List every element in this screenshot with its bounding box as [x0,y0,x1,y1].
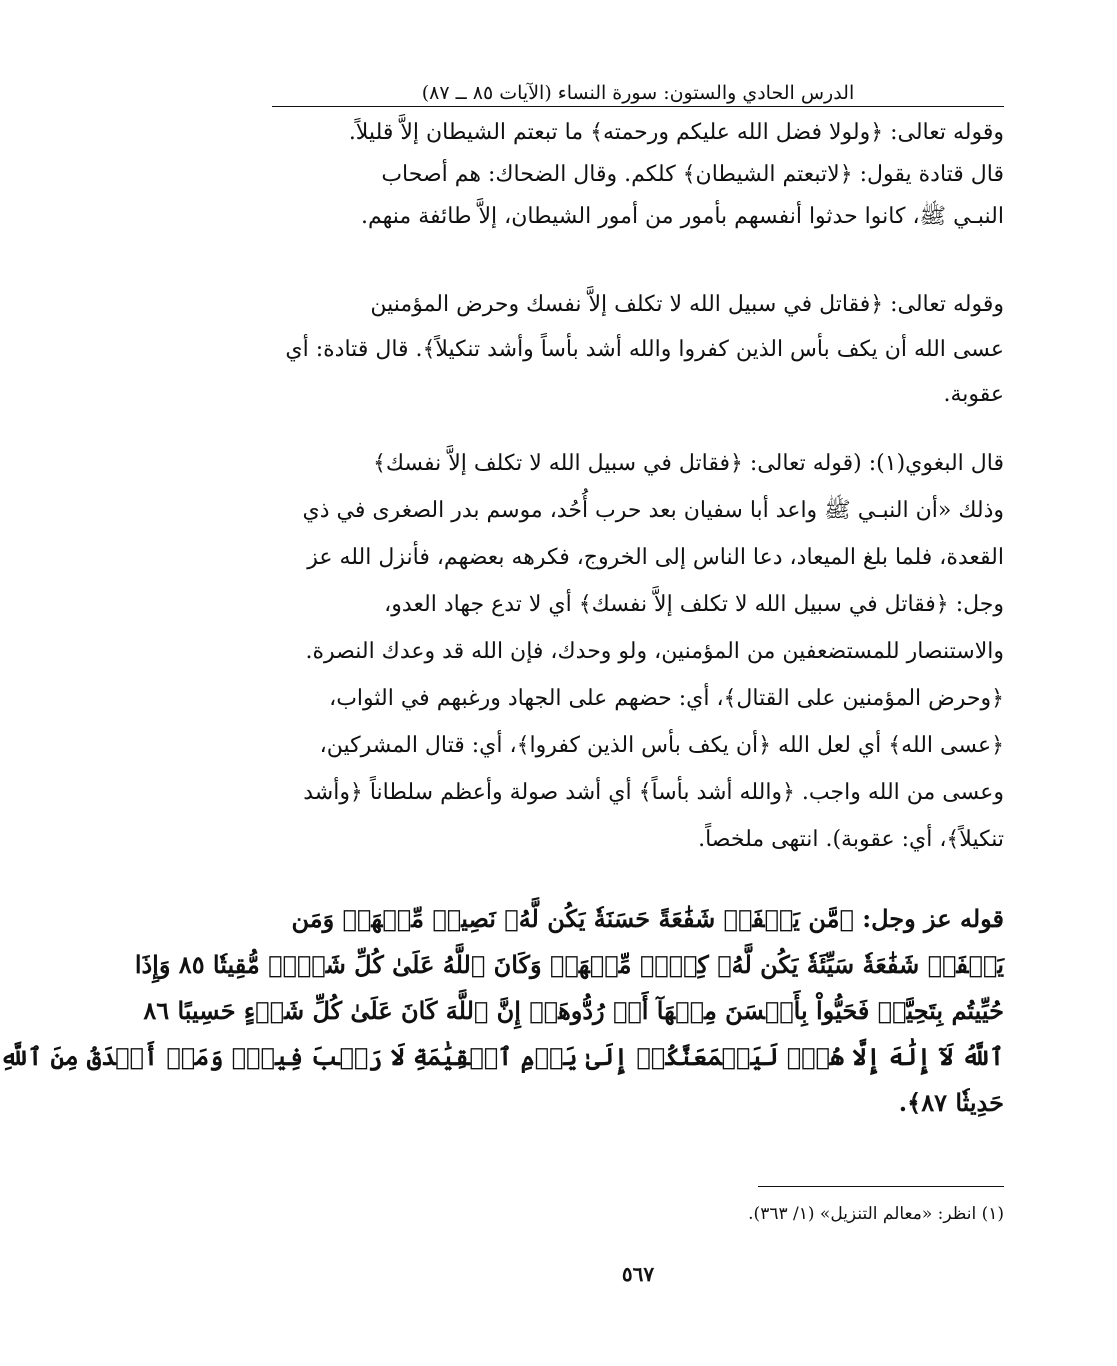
paragraph-3 [272,440,1004,863]
text-line: وعسى من الله واجب. ﴿والله أشد بأساً﴾ أي أشد صولة وأعظم سلطاناً ﴿وأشد [303,780,1004,805]
text-line: ﴿عسى الله﴾ أي لعل الله ﴿أن يكف بأس الذين كفروا﴾، أي: قتال المشركين، [319,733,1004,758]
text-line: قال قتادة يقول: ﴿لاتبعتم الشيطان﴾ كلكم. وقال الضحاك: هم أصحاب [381,162,1004,187]
text-line: عقوبة. [943,382,1004,407]
footnote: (١) انظر: «معالم التنزيل» (١/ ٣٦٣). [748,1204,1004,1224]
text-line: وقوله تعالى: ﴿ولولا فضل الله عليكم ورحمته﴾ ما تبعتم الشيطان إلاَّ قليلاً. [348,120,1004,145]
text-line: قوله عز وجل: ﴿مَّن يَشۡفَعۡ شَفَٰعَةً حَسَنَةٗ يَكُن لَّهُۥ نَصِيبٞ مِّنۡهَاۖ وَمَن [291,904,1004,933]
header-divider [272,106,1004,107]
text-line: عسى الله أن يكف بأس الذين كفروا والله أشد بأساً وأشد تنكيلاً﴾. قال قتادة: أي [285,337,1004,362]
quran-verse-paragraph [0,896,1004,1126]
text-line: قال البغوي(١): (قوله تعالى: ﴿فقاتل في سبيل الله لا تكلف إلاَّ نفسك﴾ [372,451,1004,476]
footnote-divider [758,1186,1004,1187]
text-line: تنكيلاً﴾، أي: عقوبة). انتهى ملخصاً. [698,827,1004,852]
text-line: يَشۡفَعۡ شَفَٰعَةٗ سَيِّئَةٗ يَكُن لَّهُۥ كِفۡلٞ مِّنۡهَاۗ وَكَانَ ٱللَّهُ عَلَىٰ كُلِّ شَيۡءٖ مُّقِيتٗا ٨٥ وَإِذَا [134,950,1004,979]
text-line: وجل: ﴿فقاتل في سبيل الله لا تكلف إلاَّ نفسك﴾ أي لا تدع جهاد العدو، [384,592,1004,617]
text-line: والاستنصار للمستضعفين من المؤمنين، ولو وحدك، فإن الله قد وعدك النصرة. [305,639,1004,664]
text-line: حَدِيثٗا ٨٧﴾. [898,1088,1004,1117]
text-line: القعدة، فلما بلغ الميعاد، دعا الناس إلى الخروج، فكرهه بعضهم، فأنزل الله عز [307,545,1004,570]
running-title: الدرس الحادي والستون: سورة النساء (الآيات ٨٥ ــ ٨٧) [421,82,855,104]
text-line: وذلك «أن النبـي ﷺ واعد أبا سفيان بعد حرب أُحُد، موسم بدر الصغرى في ذي [302,498,1004,523]
running-header [272,78,1004,108]
text-line: وقوله تعالى: ﴿فقاتل في سبيل الله لا تكلف إلاَّ نفسك وحرض المؤمنين [370,292,1004,317]
text-line: ٱللَّهُ لَآ إِلَٰهَ إِلَّا هُوَۚ لَيَجۡمَعَنَّكُمۡ إِلَىٰ يَوۡمِ ٱلۡقِيَٰمَةِ لَا رَيۡبَ فِيهِۗ وَمَنۡ أَصۡدَقُ مِنَ ٱللَّهِ [0,1042,1004,1071]
page-number: ٥٦٧ [621,1262,655,1286]
paragraph-2 [272,282,1004,417]
text-line: ﴿وحرض المؤمنين على القتال﴾، أي: حضهم على الجهاد ورغبهم في الثواب، [329,686,1004,711]
text-line: النبـي ﷺ، كانوا حدثوا أنفسهم بأمور من أمور الشيطان، إلاَّ طائفة منهم. [361,204,1004,229]
text-line: حُيِّيتُم بِتَحِيَّةٖ فَحَيُّواْ بِأَحۡسَنَ مِنۡهَآ أَوۡ رُدُّوهَآۗ إِنَّ ٱللَّهَ كَانَ عَلَىٰ كُلِّ شَيۡءٍ حَسِيبًا ٨٦ [143,996,1004,1025]
paragraph-1 [272,112,1004,238]
